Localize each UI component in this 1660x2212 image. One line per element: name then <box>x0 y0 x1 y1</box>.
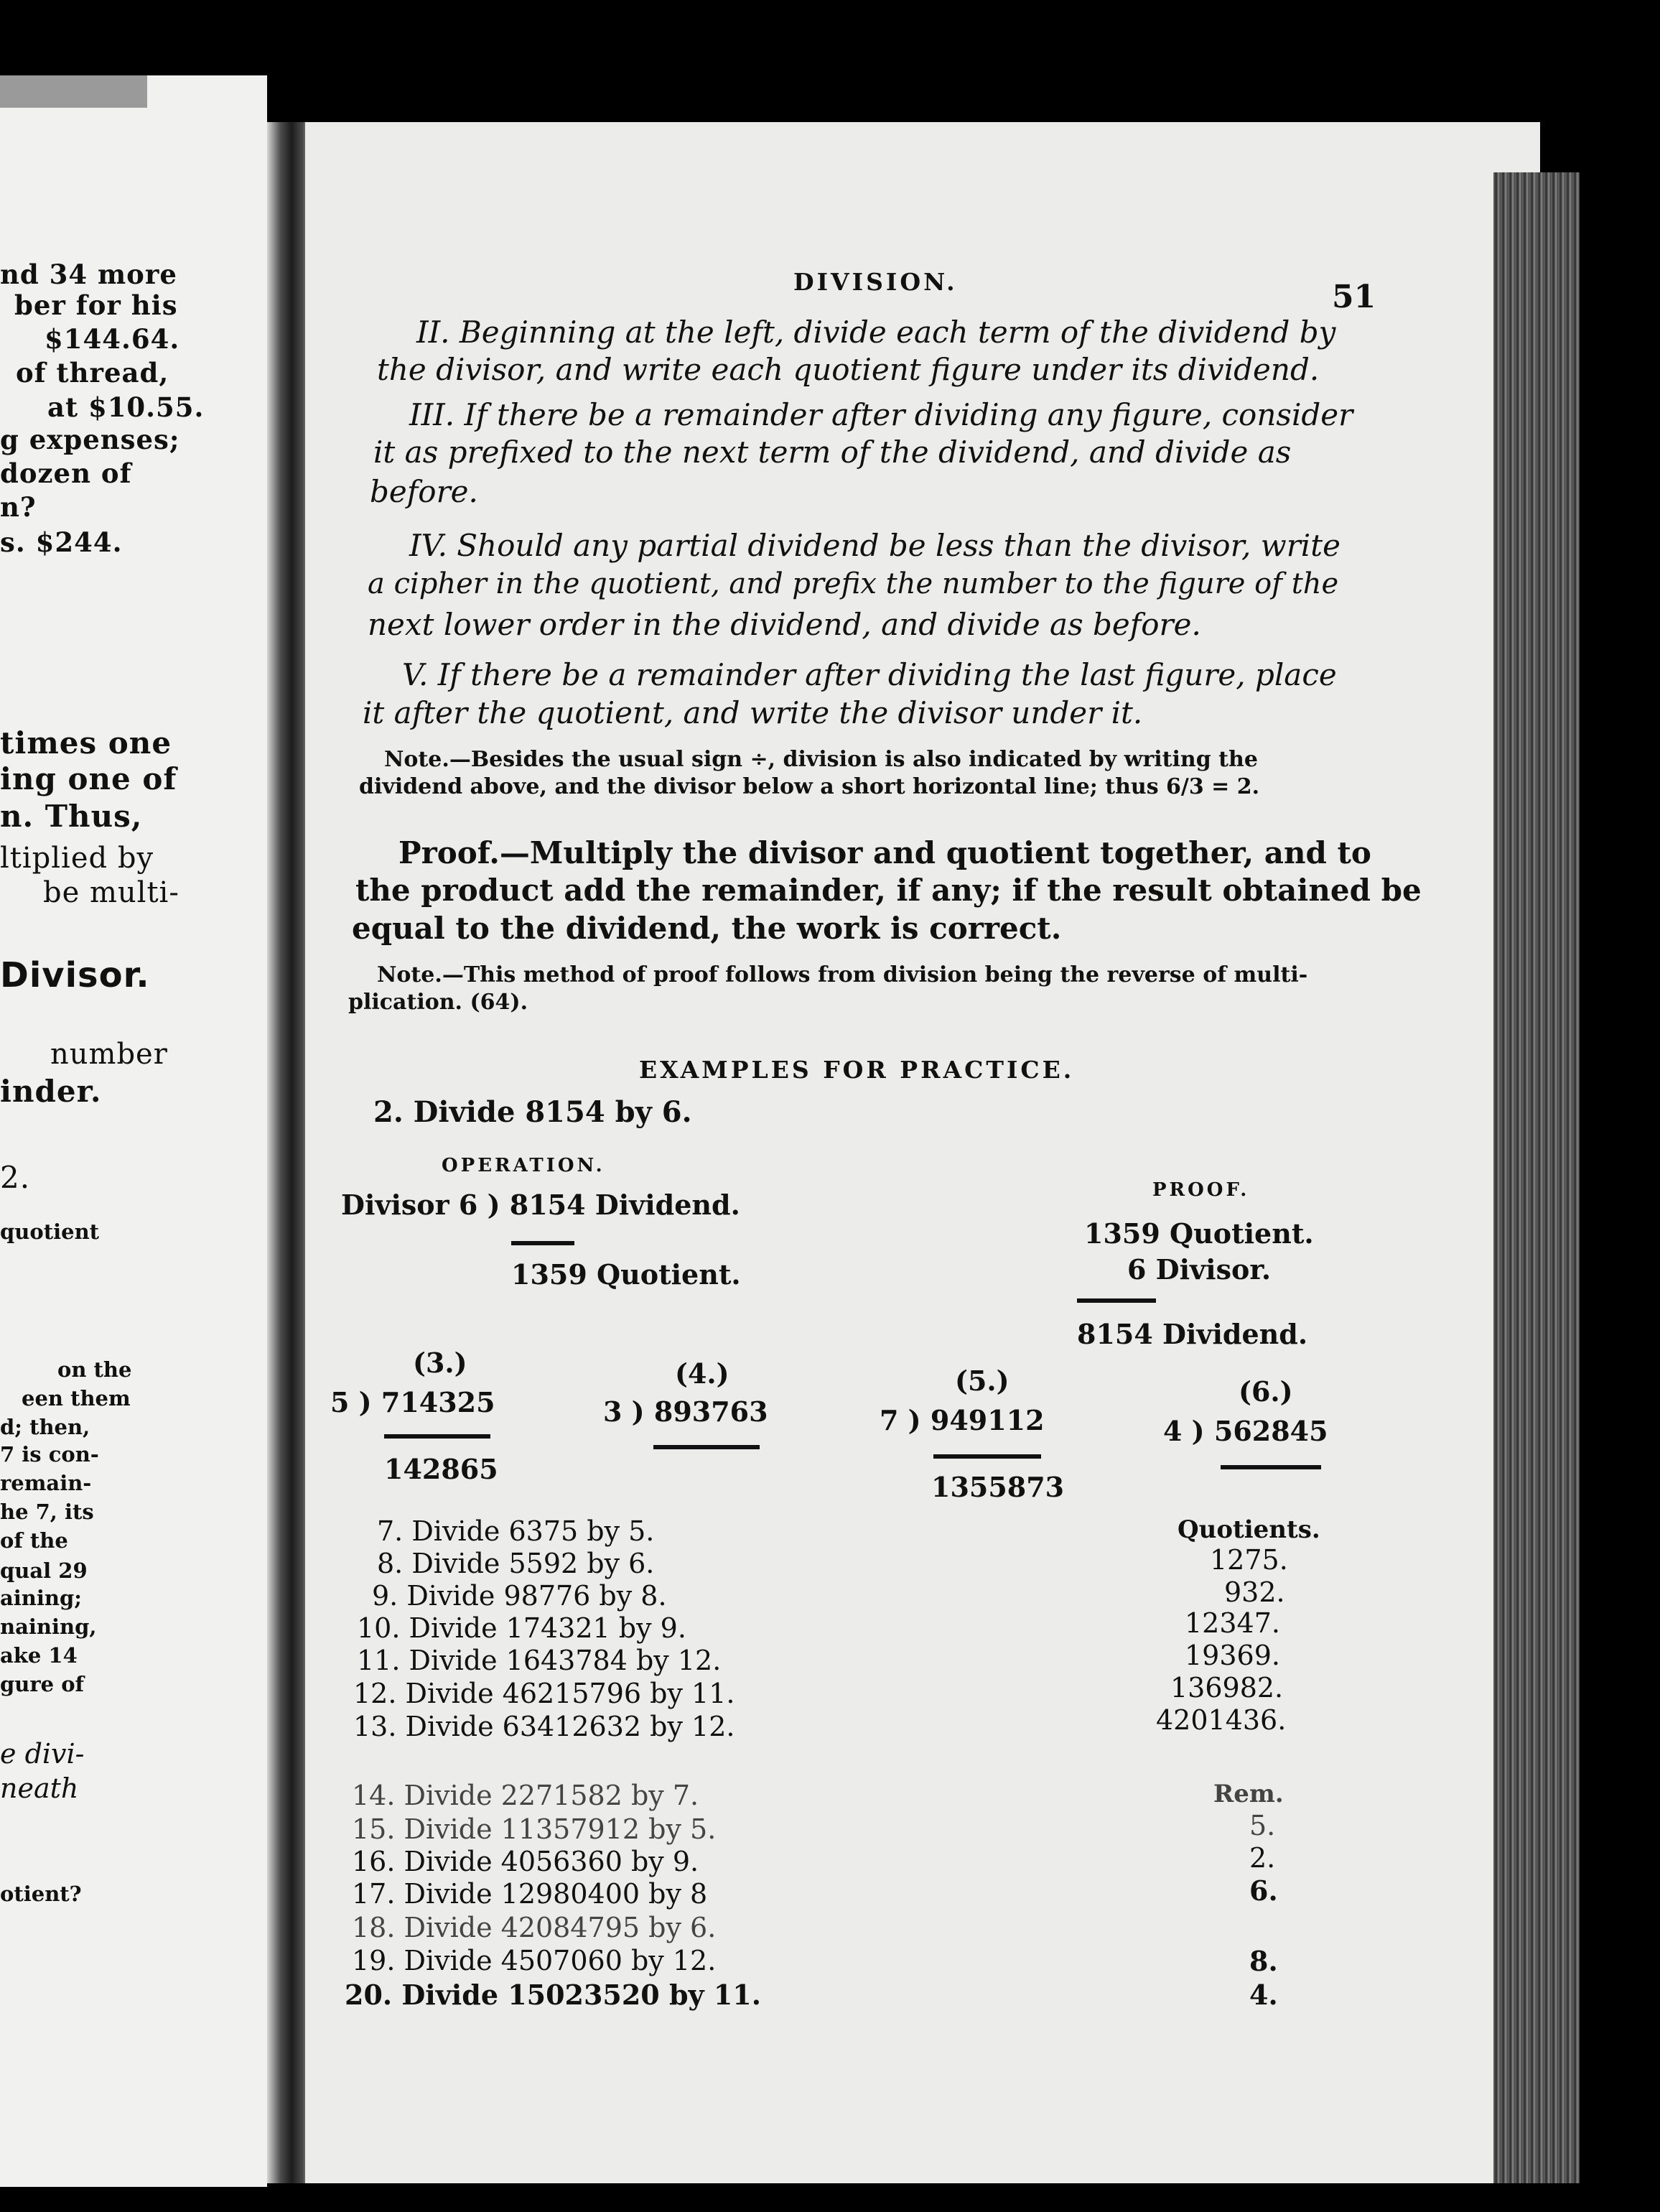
left-line: on the <box>57 1357 132 1382</box>
left-line: naining, <box>0 1614 97 1639</box>
rule-4-line: a cipher in the quotient, and prefix the number to the figure of the <box>368 567 1339 600</box>
proof-rule-line: Proof.—Multiply the divisor and quotient together, and to <box>398 835 1371 870</box>
quotients-label: Quotients. <box>1178 1515 1320 1544</box>
rule-5-line: V. If there be a remainder after dividing the last figure, place <box>402 657 1337 692</box>
note-line: plication. (64). <box>348 990 528 1015</box>
example-label: (4.) <box>675 1357 729 1390</box>
exercise-answer: 6. <box>1249 1874 1278 1907</box>
exercise-item: 15. Divide 11357912 by 5. <box>352 1813 717 1845</box>
page-number: 51 <box>1332 279 1376 315</box>
proof-label: PROOF. <box>1152 1179 1250 1201</box>
exercise-answer: 12347. <box>1185 1607 1280 1639</box>
operation-line: Divisor 6 ) 8154 Dividend. <box>341 1189 740 1221</box>
left-line: of the <box>0 1528 68 1553</box>
left-line: times one <box>0 725 172 761</box>
left-line: e divi- <box>0 1738 85 1770</box>
left-line: een them <box>22 1386 131 1411</box>
division-bar <box>384 1434 490 1439</box>
left-line: dozen of <box>0 457 132 489</box>
example-label: (6.) <box>1239 1375 1293 1408</box>
exercise-item: 13. Divide 63412632 by 12. <box>353 1711 735 1742</box>
division-bar <box>653 1445 760 1449</box>
division-bar <box>933 1454 1041 1459</box>
left-line: he 7, its <box>0 1500 94 1524</box>
left-line: Divisor. <box>0 955 150 995</box>
exercise-answer: 932. <box>1224 1576 1285 1608</box>
exercise-answer: 2. <box>1249 1842 1276 1874</box>
left-line: number <box>50 1038 168 1071</box>
note-line: dividend above, and the divisor below a short horizontal line; thus 6/3 = 2. <box>359 774 1260 799</box>
exercise-item: 9. Divide 98776 by 8. <box>372 1580 667 1612</box>
exercise-answer: 8. <box>1249 1945 1278 1977</box>
division-bar <box>511 1241 574 1245</box>
left-line: n. Thus, <box>0 799 143 834</box>
exercise-answer: 4. <box>1249 1979 1278 2011</box>
operation-quotient: 1359 Quotient. <box>511 1258 741 1291</box>
rule-3-line: before. <box>370 474 478 509</box>
example-answer: 142865 <box>384 1453 498 1485</box>
left-line: aining; <box>0 1586 82 1610</box>
example-answer: 1355873 <box>931 1471 1065 1503</box>
note-line: Note.—Besides the usual sign ÷, division is also indicated by writing the <box>384 747 1258 772</box>
left-line: quotient <box>0 1219 100 1244</box>
exercise-item: 18. Divide 42084795 by 6. <box>352 1912 717 1943</box>
exercise-item: 20. Divide 15023520 by 11. <box>345 1979 761 2011</box>
exercise-item: 19. Divide 4507060 by 12. <box>352 1945 717 1976</box>
left-line: gure of <box>0 1672 85 1696</box>
left-line: qual 29 <box>0 1558 88 1583</box>
operation-label: OPERATION. <box>442 1155 605 1176</box>
rule-5-line: it after the quotient, and write the divisor under it. <box>363 695 1143 730</box>
left-line: ltiplied by <box>0 842 154 875</box>
left-line: d; then, <box>0 1415 90 1439</box>
exercise-answer: 5. <box>1249 1810 1276 1841</box>
rule-2-line: II. Beginning at the left, divide each term of the dividend by <box>416 315 1336 350</box>
example-problem: 3 ) 893763 <box>603 1395 768 1428</box>
rule-3-line: it as prefixed to the next term of the dividend, and divide as <box>373 434 1292 470</box>
proof-rule-line: equal to the dividend, the work is correct. <box>352 911 1062 946</box>
example-problem: 7 ) 949112 <box>880 1404 1045 1436</box>
exercise-answer: 4201436. <box>1156 1704 1287 1736</box>
left-line: s. $244. <box>0 526 123 558</box>
left-line: ake 14 <box>0 1643 78 1668</box>
example-problem: 5 ) 714325 <box>330 1386 495 1418</box>
left-line: otient? <box>0 1882 82 1906</box>
left-line: be multi- <box>43 876 179 909</box>
rule-2-line: the divisor, and write each quotient figure under its dividend. <box>377 352 1320 387</box>
example-label: (3.) <box>413 1347 467 1379</box>
example-2: 2. Divide 8154 by 6. <box>373 1095 692 1129</box>
exercise-item: 11. Divide 1643784 by 12. <box>357 1645 722 1676</box>
division-bar <box>1221 1465 1321 1469</box>
left-line: ing one of <box>0 761 177 796</box>
note-line: Note.—This method of proof follows from division being the reverse of multi- <box>377 962 1308 988</box>
exercise-item: 12. Divide 46215796 by 11. <box>353 1678 735 1709</box>
left-line: of thread, <box>16 357 169 389</box>
left-line: g expenses; <box>0 424 180 455</box>
left-line: remain- <box>0 1471 92 1495</box>
example-problem: 4 ) 562845 <box>1163 1415 1328 1447</box>
page-edge-shadow <box>0 75 147 108</box>
exercise-answer: 1275. <box>1210 1544 1288 1576</box>
left-line: $144.64. <box>45 323 180 355</box>
exercise-answer: 136982. <box>1170 1672 1284 1704</box>
left-line: n? <box>0 491 37 523</box>
left-line: ber for his <box>14 289 178 321</box>
exercise-item: 14. Divide 2271582 by 7. <box>352 1780 699 1811</box>
left-line: inder. <box>0 1074 102 1109</box>
proof-line: 6 Divisor. <box>1127 1253 1272 1286</box>
rule-4-line: next lower order in the dividend, and divide as before. <box>368 607 1201 642</box>
exercise-answer: 19369. <box>1185 1640 1280 1671</box>
page-stack-edge <box>1493 172 1580 2183</box>
example-label: (5.) <box>955 1365 1009 1397</box>
rule-4-line: IV. Should any partial dividend be less than the divisor, write <box>409 528 1340 563</box>
proof-line: 1359 Quotient. <box>1084 1217 1314 1250</box>
left-line: 2. <box>0 1160 31 1195</box>
left-line: at $10.55. <box>47 391 205 423</box>
exercise-item: 16. Divide 4056360 by 9. <box>352 1846 699 1877</box>
exercise-item: 17. Divide 12980400 by 8 <box>352 1878 708 1910</box>
proof-line: 8154 Dividend. <box>1077 1318 1308 1350</box>
left-line: neath <box>0 1772 79 1804</box>
examples-heading: EXAMPLES FOR PRACTICE. <box>639 1056 1075 1084</box>
proof-bar <box>1077 1298 1156 1303</box>
rule-3-line: III. If there be a remainder after dividing any figure, consider <box>409 397 1353 432</box>
left-line: 7 is con- <box>0 1442 99 1467</box>
running-header: DIVISION. <box>793 268 958 296</box>
proof-rule-line: the product add the remainder, if any; if the result obtained be <box>355 873 1422 908</box>
left-line: nd 34 more <box>0 259 177 290</box>
exercise-item: 7. Divide 6375 by 5. <box>377 1515 655 1547</box>
exercise-item: 10. Divide 174321 by 9. <box>357 1612 686 1644</box>
remainder-label: Rem. <box>1213 1780 1284 1808</box>
exercise-item: 8. Divide 5592 by 6. <box>377 1548 655 1579</box>
